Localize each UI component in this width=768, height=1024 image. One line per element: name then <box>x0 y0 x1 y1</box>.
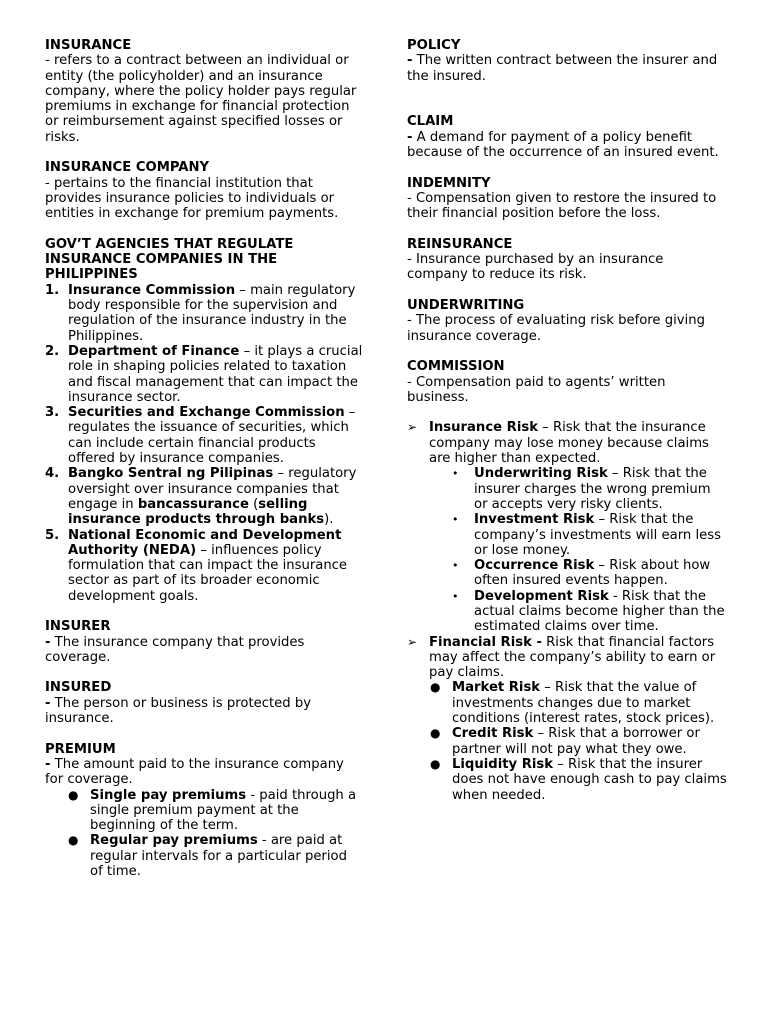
risk-desc: – Risk that the insurer does not have enough cash to pay claims when needed. <box>452 756 727 803</box>
agency-name: National Economic and Development Authority (NEDA) <box>68 527 342 558</box>
section-indemnity <box>407 176 727 222</box>
agency-item <box>45 344 363 405</box>
bullet-icon: ● <box>430 756 441 771</box>
risk-desc: – Risk that the insurer charges the wrong premium or accepts very risky clients. <box>474 466 711 512</box>
agency-item <box>45 405 363 466</box>
risk-desc: – Risk that a borrower or partner will not pay what they owe. <box>452 726 700 757</box>
definition-text: The insurance company that provides coverage. <box>45 634 305 665</box>
list-number: 4. <box>45 466 60 482</box>
agency-name: Department of Finance <box>68 343 240 359</box>
heading-underwriting: UNDERWRITING <box>407 298 525 314</box>
definition-policy <box>407 53 727 84</box>
risk-name: Insurance Risk <box>429 420 538 436</box>
list-item <box>429 680 727 726</box>
agency-list <box>45 283 363 604</box>
dash: - <box>45 695 51 711</box>
heading-insurance-company: INSURANCE COMPANY <box>45 160 210 176</box>
risk-name: Occurrence Risk <box>474 558 595 574</box>
bullet-icon: ● <box>68 833 79 848</box>
list-item <box>429 726 727 757</box>
definition-insurance: - refers to a contract between an individual or entity (the policyholder) and an insurance company, where the policy holder pays regular premiums in exchange for financial protection or reimbursement against specified losses or risks. <box>45 53 357 145</box>
arrow-bullet-icon: ➢ <box>407 634 418 649</box>
arrow-bullet-icon: ➢ <box>407 420 418 435</box>
list-item <box>429 589 727 635</box>
section-insured <box>45 680 363 726</box>
list-number: 1. <box>45 282 60 298</box>
list-item <box>429 757 727 803</box>
term-bancassurance-meaning: selling insurance products through banks <box>68 496 325 528</box>
section-reinsurance <box>407 237 727 283</box>
agency-name: Bangko Sentral ng Pilipinas <box>68 466 274 482</box>
paren-open: ( <box>248 496 259 512</box>
left-column <box>45 38 363 879</box>
section-policy <box>407 38 727 84</box>
dash: - <box>45 634 51 650</box>
heading-gov-agencies: GOV’T AGENCIES THAT REGULATE INSURANCE COMPANIES IN THE PHILIPPINES <box>45 236 294 283</box>
bullet-icon: ● <box>430 726 441 741</box>
heading-insurance: INSURANCE <box>45 38 132 53</box>
risk-desc: – Risk that the value of investments changes due to market conditions (interest rates, stock prices). <box>452 680 715 727</box>
list-item <box>45 788 363 834</box>
heading-claim: CLAIM <box>407 114 454 130</box>
section-premium <box>45 742 363 880</box>
agency-desc: – regulatory oversight over insurance companies that engage in <box>68 466 357 512</box>
premium-type-desc: - paid through a single premium payment at the beginning of the term. <box>90 787 357 834</box>
risk-desc: – Risk that the insurance company may lose money because claims are higher than expected. <box>429 420 709 467</box>
heading-insurer: INSURER <box>45 619 111 635</box>
paren-close: ). <box>324 512 334 528</box>
risk-name: Underwriting Risk <box>474 466 608 482</box>
bullet-icon: • <box>452 513 459 527</box>
agency-item <box>45 528 363 604</box>
premium-type-name: Single pay premiums <box>90 787 247 803</box>
definition-text: The written contract between the insurer and the insured. <box>407 53 718 84</box>
list-number: 5. <box>45 527 60 543</box>
agency-item <box>45 283 363 344</box>
risk-name: Credit Risk <box>452 726 534 742</box>
section-insurance-company <box>45 160 363 221</box>
risk-name: Market Risk <box>452 680 541 696</box>
dash: - <box>407 129 413 145</box>
risk-name: Development Risk <box>474 588 609 604</box>
agency-desc: – main regulatory body responsible for the supervision and regulation of the insurance industry in the Philippines. <box>68 282 356 344</box>
risk-name: Liquidity Risk <box>452 756 554 772</box>
agency-desc: – influences policy formulation that can impact the insurance sector as part of its broader economic development goals. <box>68 542 348 604</box>
heading-indemnity: INDEMNITY <box>407 175 491 191</box>
agency-name: Insurance Commission <box>68 282 236 298</box>
dash: - <box>407 53 413 69</box>
definition-insurance-company: - pertains to the financial institution that provides insurance policies to individuals or entities in exchange for premium payments. <box>45 175 339 222</box>
agency-desc: – regulates the issuance of securities, which can include certain financial products offered by insurance companies. <box>68 405 356 467</box>
term-bancassurance: bancassurance <box>137 496 249 512</box>
section-insurance <box>45 38 363 145</box>
risk-desc: - Risk that the actual claims become higher than the estimated claims over time. <box>474 588 725 635</box>
financial-risk-item <box>407 635 727 681</box>
definition-commission: - Compensation paid to agents’ written business. <box>407 374 666 405</box>
list-item <box>429 512 727 558</box>
agency-name: Securities and Exchange Commission <box>68 405 345 421</box>
agency-item <box>45 466 363 527</box>
list-number: 3. <box>45 405 60 421</box>
insurance-risk-item <box>407 420 727 466</box>
bullet-icon: • <box>452 559 459 573</box>
insurance-risk-sublist <box>407 466 727 634</box>
premium-type-name: Regular pay premiums <box>90 833 258 849</box>
definition-insured <box>45 696 363 727</box>
definition-claim <box>407 130 727 161</box>
risk-desc: – Risk that the company’s investments will earn less or lose money. <box>474 512 721 558</box>
section-claim <box>407 114 727 160</box>
list-item <box>429 558 727 589</box>
definition-indemnity: - Compensation given to restore the insured to their financial position before the loss. <box>407 190 717 222</box>
risk-name: Investment Risk <box>474 512 595 528</box>
risk-desc: Risk that financial factors may affect the company’s ability to earn or pay claims. <box>429 634 716 681</box>
list-item <box>45 833 363 879</box>
definition-insurer <box>45 635 363 666</box>
definition-underwriting: - The process of evaluating risk before giving insurance coverage. <box>407 313 705 344</box>
heading-premium: PREMIUM <box>45 741 116 757</box>
definition-premium <box>45 757 363 788</box>
dash: - <box>45 756 51 772</box>
definition-text: A demand for payment of a policy benefit because of the occurrence of an insured event. <box>407 129 719 161</box>
risk-desc: – Risk about how often insured events happen. <box>474 558 711 589</box>
definition-text: The amount paid to the insurance company for coverage. <box>45 756 344 788</box>
definition-text: The person or business is protected by insurance. <box>45 695 311 727</box>
section-risks <box>407 420 727 802</box>
right-column <box>407 38 727 803</box>
heading-policy: POLICY <box>407 38 461 53</box>
bullet-icon: ● <box>430 680 441 695</box>
heading-commission: COMMISSION <box>407 359 505 375</box>
bullet-icon: • <box>452 467 459 481</box>
heading-reinsurance: REINSURANCE <box>407 236 513 252</box>
heading-insured: INSURED <box>45 680 112 696</box>
section-gov-agencies <box>45 237 363 604</box>
agency-desc: – it plays a crucial role in shaping policies related to taxation and fiscal management that can impact the insurance sector. <box>68 343 363 405</box>
section-commission <box>407 359 727 405</box>
section-underwriting <box>407 298 727 344</box>
definition-reinsurance: - Insurance purchased by an insurance company to reduce its risk. <box>407 252 664 283</box>
bullet-icon: ● <box>68 787 79 802</box>
risk-name: Financial Risk - <box>429 634 542 650</box>
premium-types-list <box>45 788 363 880</box>
list-item <box>429 466 727 512</box>
bullet-icon: • <box>452 589 459 603</box>
section-insurer <box>45 619 363 665</box>
financial-risk-sublist <box>407 680 727 802</box>
premium-type-desc: - are paid at regular intervals for a particular period of time. <box>90 833 347 880</box>
list-number: 2. <box>45 343 60 359</box>
